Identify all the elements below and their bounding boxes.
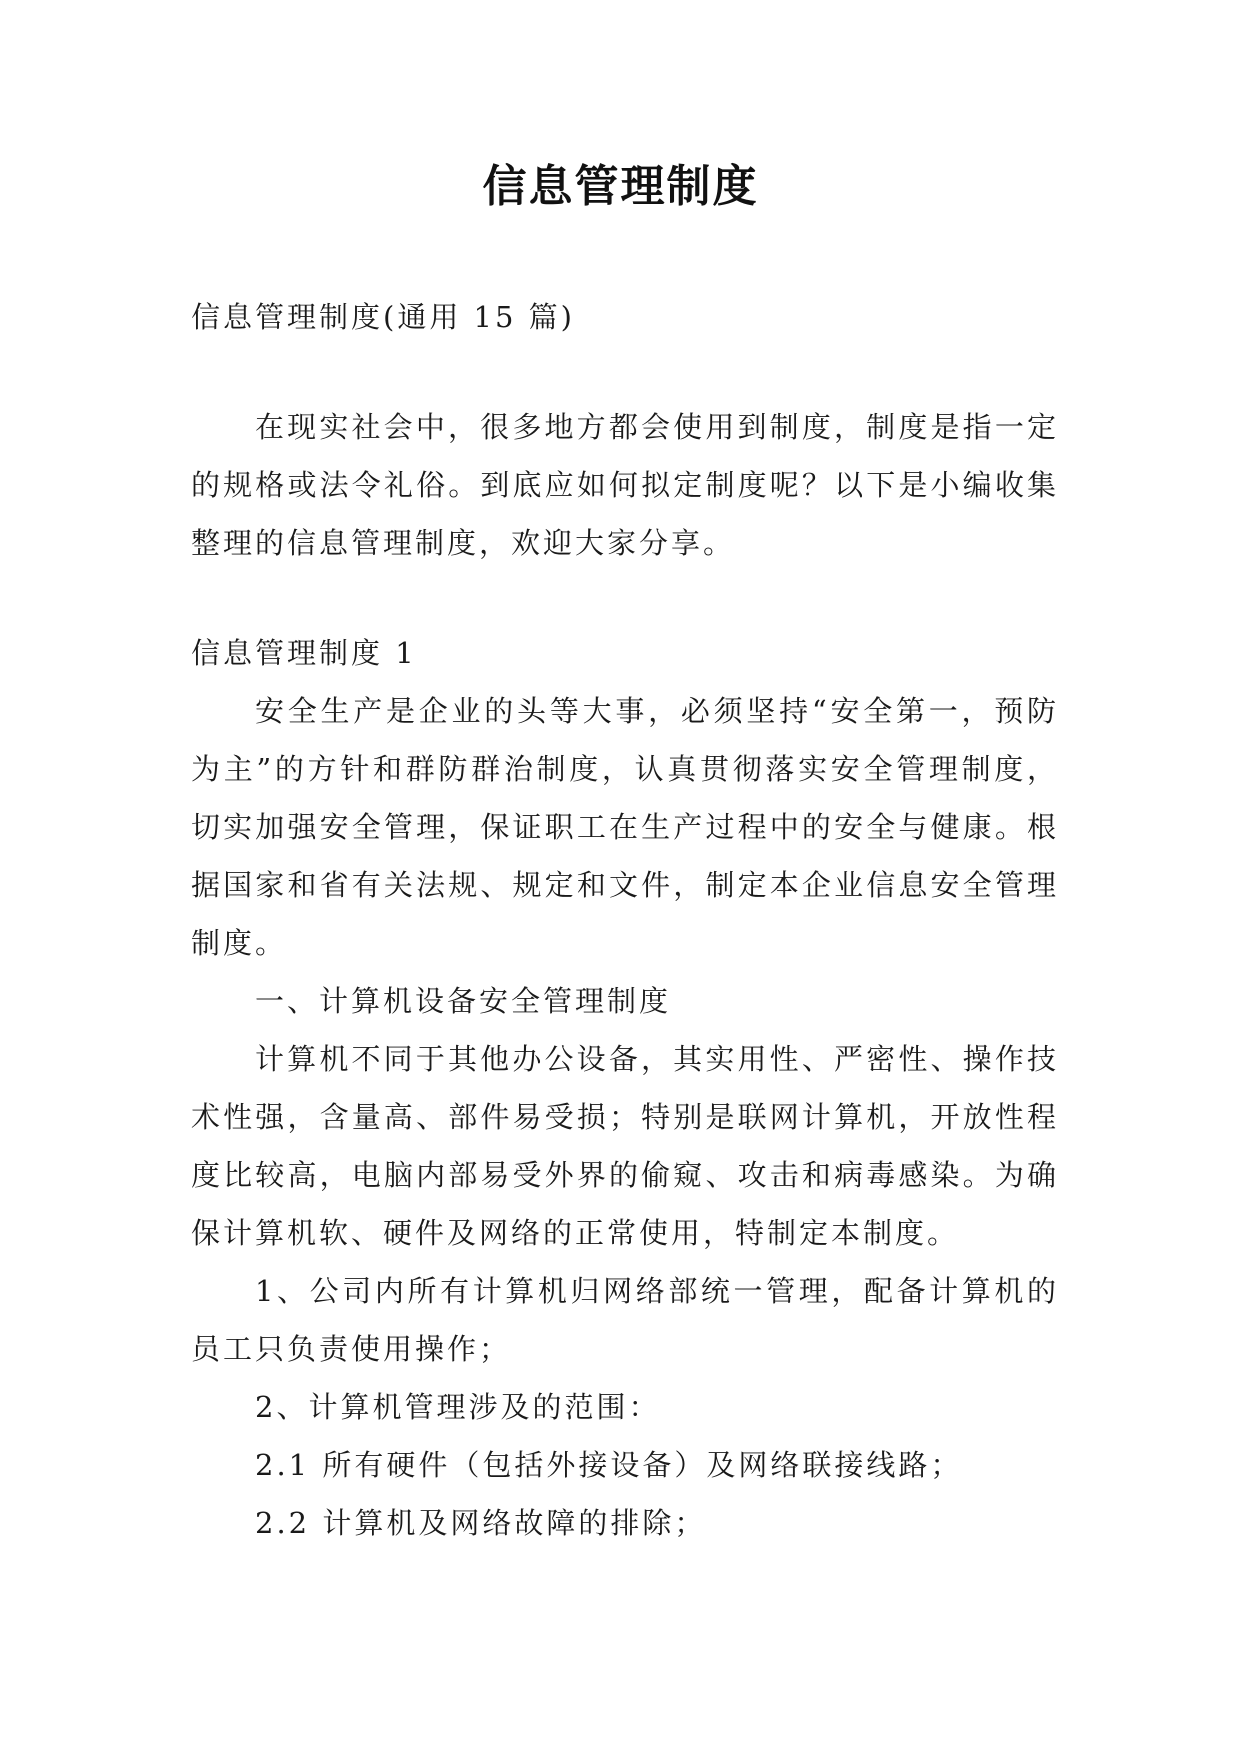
section-heading: 信息管理制度 1: [191, 636, 417, 670]
list-item: 1、公司内所有计算机归网络部统一管理，配备计算机的员工只负责使用操作；: [191, 1274, 1059, 1366]
list-item: 2.2 计算机及网络故障的排除；: [255, 1506, 707, 1540]
document-body: [191, 288, 1059, 1552]
intro-paragraph: 在现实社会中，很多地方都会使用到制度，制度是指一定的规格或法令礼俗。到底应如何拟定制度呢？以下是小编收集整理的信息管理制度，欢迎大家分享。: [191, 410, 1059, 560]
body-paragraph: 安全生产是企业的头等大事，必须坚持“安全第一，预防为主”的方针和群防群治制度，认真贯彻落实安全管理制度，切实加强安全管理，保证职工在生产过程中的安全与健康。根据国家和省有关法规、规定和文件，制定本企业信息安全管理制度。: [191, 694, 1059, 960]
subsection-heading: 一、计算机设备安全管理制度: [255, 984, 672, 1018]
body-paragraph: 计算机不同于其他办公设备，其实用性、严密性、操作技术性强，含量高、部件易受损；特别是联网计算机，开放性程度比较高，电脑内部易受外界的偷窥、攻击和病毒感染。为确保计算机软、硬件及网络的正常使用，特制定本制度。: [191, 1042, 1059, 1250]
document-subtitle: 信息管理制度(通用 15 篇): [191, 300, 575, 334]
document-title: 信息管理制度: [482, 161, 759, 212]
list-item: 2、计算机管理涉及的范围：: [255, 1390, 661, 1424]
list-item: 2.1 所有硬件（包括外接设备）及网络联接线路；: [255, 1448, 963, 1482]
